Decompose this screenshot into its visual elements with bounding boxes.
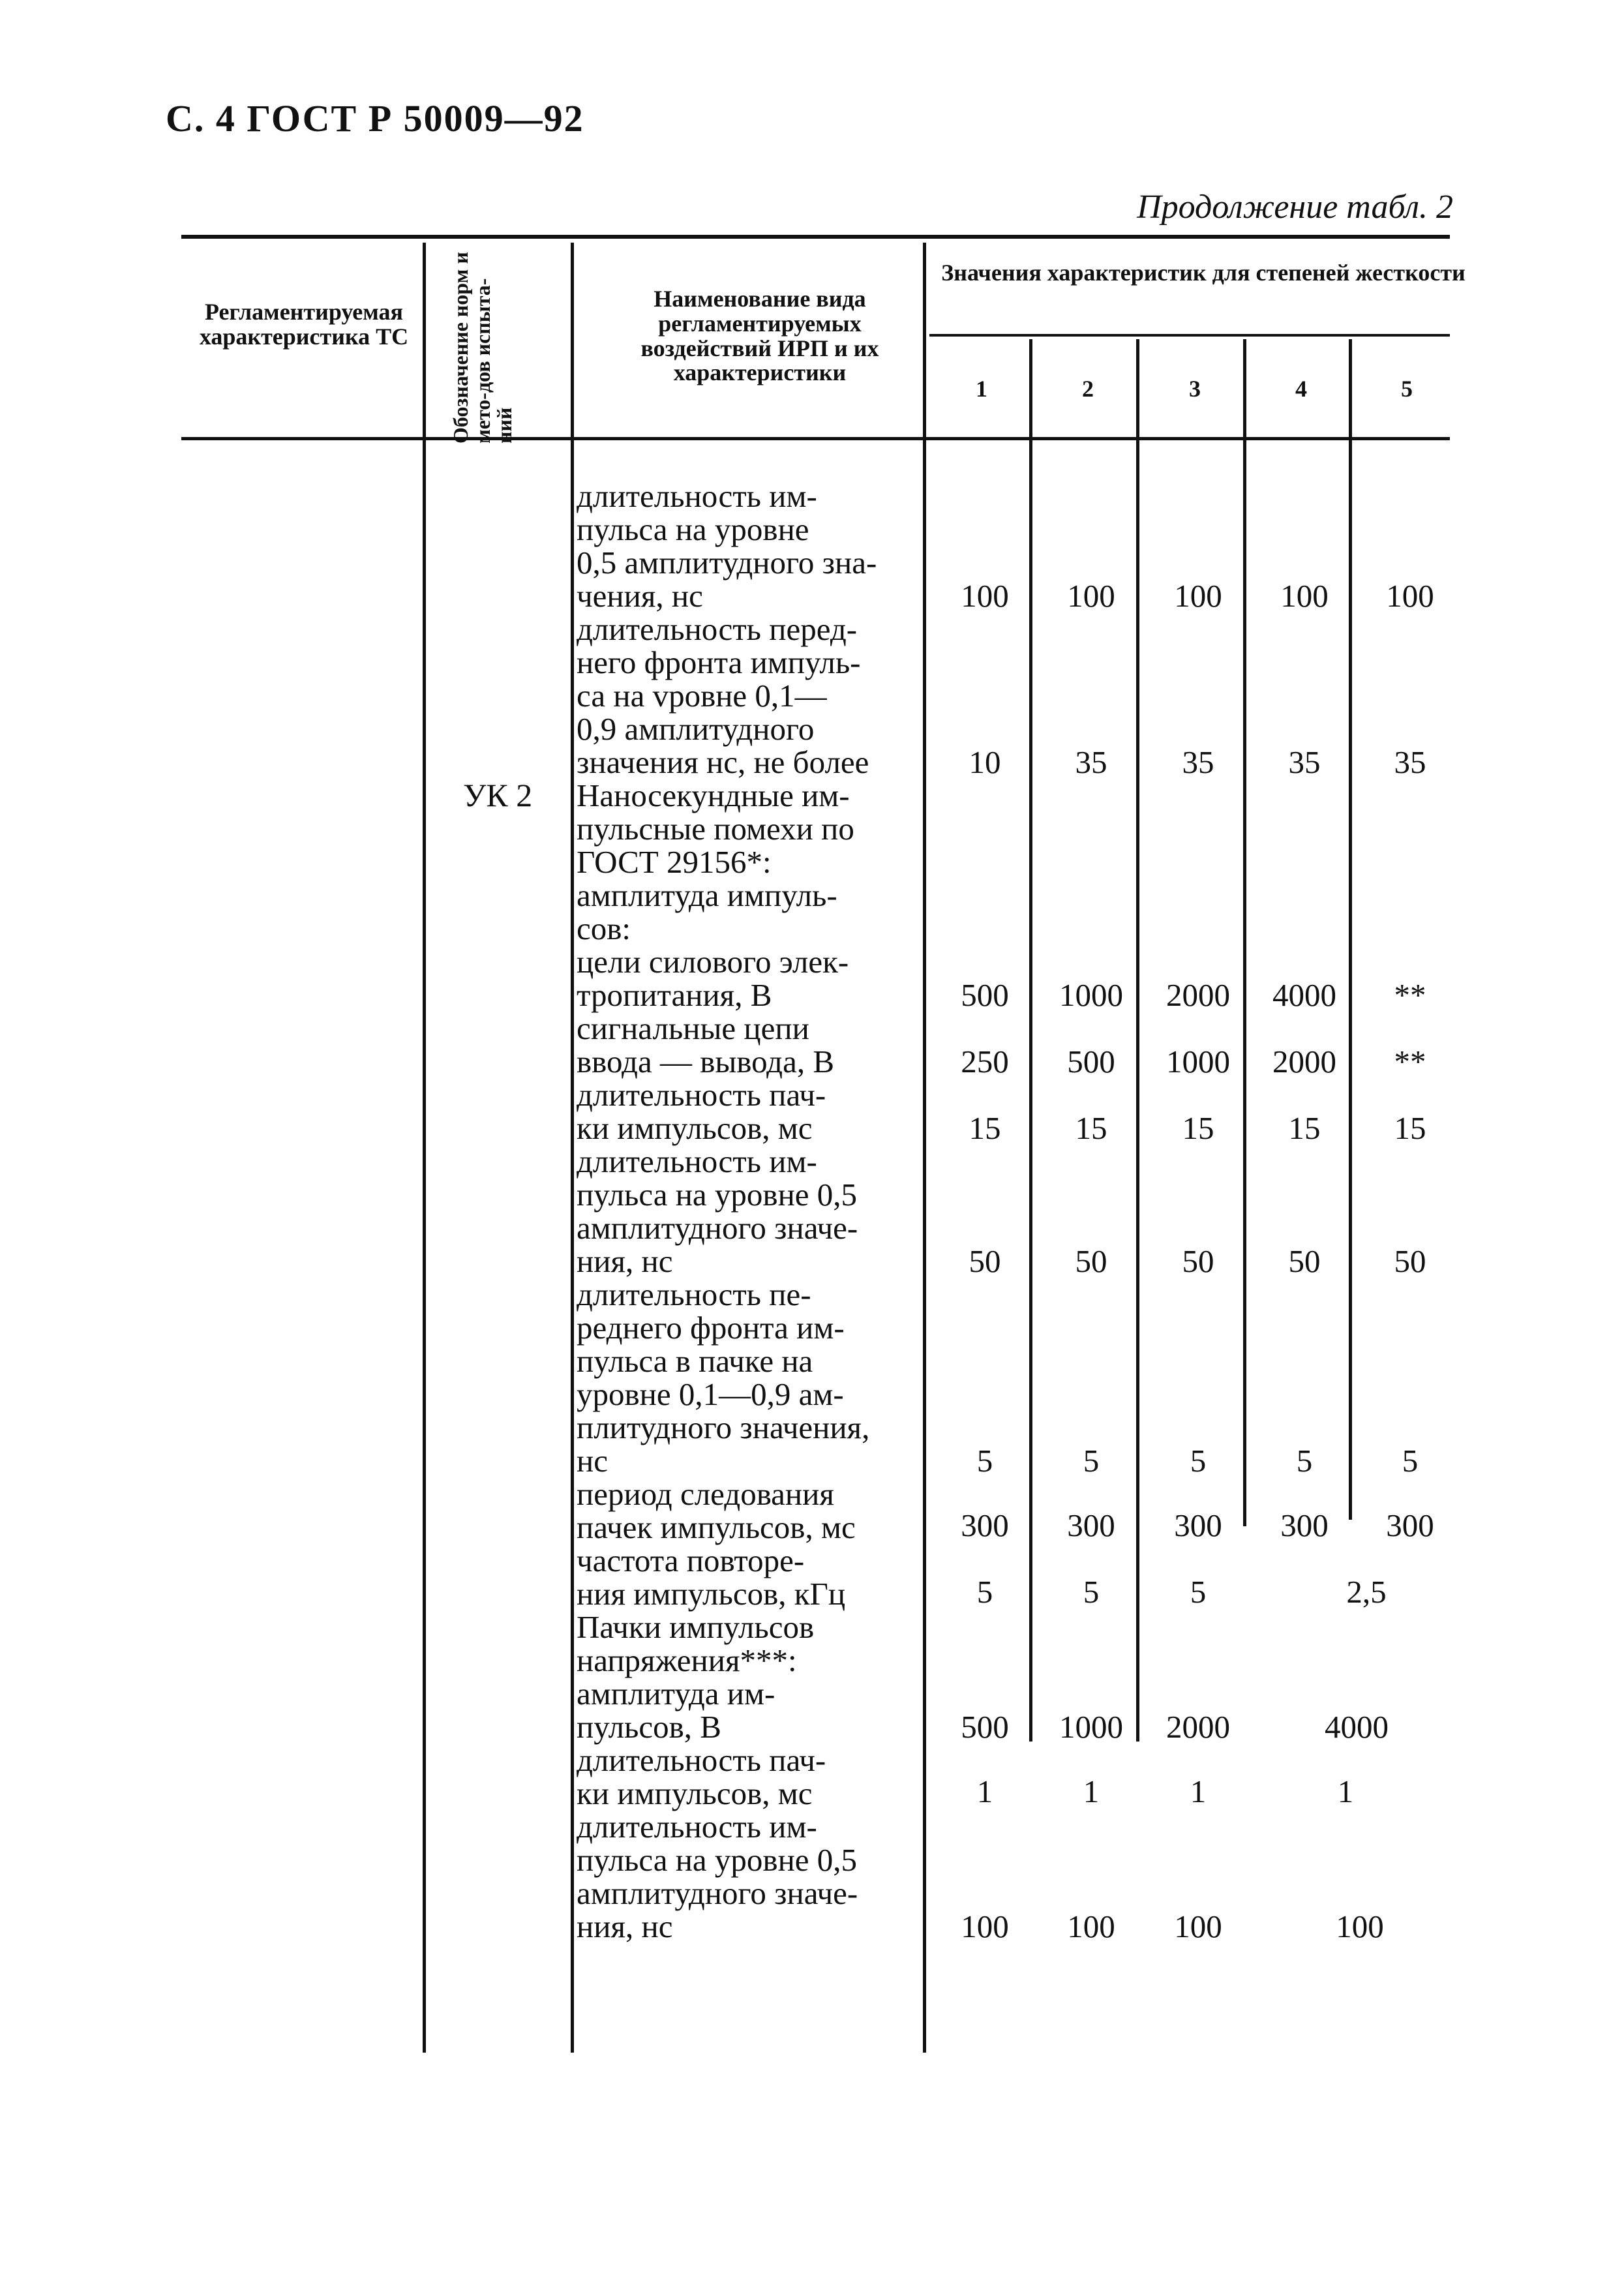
row-value: 300	[1386, 1507, 1434, 1543]
page-header: С. 4 ГОСТ Р 50009—92	[166, 97, 584, 140]
row-value: 2000	[1166, 977, 1230, 1013]
row-description: частота повторе- ния импульсов, кГц	[577, 1543, 846, 1612]
row-value: 35	[1075, 744, 1107, 780]
row-value: 2000	[1272, 1044, 1336, 1079]
table-continuation-label: Продолжение табл. 2	[1137, 188, 1453, 226]
row-description: длительность им- пульса на уровне 0,5 амплитудного значе- ния, нс	[577, 1809, 858, 1944]
row-value: 4000	[1272, 977, 1336, 1013]
col-divider-6	[1243, 339, 1246, 1526]
col-divider-7	[1349, 339, 1352, 1520]
row-value: 15	[1394, 1110, 1426, 1146]
row-value: 1	[1083, 1773, 1100, 1809]
row-value: 300	[1174, 1507, 1222, 1543]
row-value: 100	[1174, 1908, 1222, 1944]
row-value: 5	[976, 1574, 993, 1610]
row-value: 300	[1280, 1507, 1329, 1543]
row-value: 15	[969, 1110, 1001, 1146]
row-value: 100	[1067, 578, 1115, 614]
row-value: 5	[1190, 1574, 1207, 1610]
table-top-rule	[181, 235, 1450, 239]
row-description: длительность пач- ки импульсов, мс	[577, 1077, 826, 1146]
row-value: 100	[1280, 578, 1329, 614]
row-description: длительность перед- него фронта импуль- са на vровне 0,1— 0,9 амплитудного значения нс, не более	[577, 611, 869, 780]
col-divider-1	[423, 243, 426, 2053]
row-value: 100	[961, 578, 1009, 614]
row-description: период следования пачек импульсов, мс	[577, 1476, 856, 1545]
header-level-5: 5	[1401, 376, 1413, 402]
header-regulated-characteristic: Регламентируемая характеристика ТС	[199, 299, 409, 350]
header-level-3: 3	[1189, 376, 1201, 402]
row-value: 500	[961, 1709, 1009, 1745]
row-value: 50	[1075, 1243, 1107, 1279]
row-value: 500	[1067, 1044, 1115, 1079]
levels-divider-rule	[929, 334, 1450, 337]
row-merged-value: 100	[1336, 1908, 1384, 1944]
row-value: 10	[969, 744, 1001, 780]
row-value: 300	[961, 1507, 1009, 1543]
row-value: 500	[961, 977, 1009, 1013]
row-value: 2000	[1166, 1709, 1230, 1745]
row-value: 100	[1386, 578, 1434, 614]
row-merged-value: 1	[1337, 1773, 1354, 1809]
row-value: 5	[1190, 1443, 1207, 1479]
row-description: длительность пе- реднего фронта им- пульса в пачке на уровне 0,1—0,9 ам- плитудного значения, нс	[577, 1276, 870, 1479]
row-value: 100	[961, 1908, 1009, 1944]
header-level-1: 1	[976, 376, 987, 402]
row-value: 100	[1067, 1908, 1115, 1944]
row-value: 35	[1288, 744, 1321, 780]
row-value: 5	[1083, 1443, 1100, 1479]
row-value: 50	[1288, 1243, 1321, 1279]
row-value: 1000	[1059, 1709, 1123, 1745]
row-description: сигнальные цепи ввода — вывода, В	[577, 1010, 835, 1079]
row-value: 15	[1182, 1110, 1214, 1146]
row-value: 1	[976, 1773, 993, 1809]
row-value: 35	[1394, 744, 1426, 780]
header-norm-designation: Обозначение норм и мето-дов испыта-ний	[449, 252, 517, 444]
row-description: длительность им- пульса на уровне 0,5 амплитудного значе- ния, нс	[577, 1143, 858, 1279]
row-value: 300	[1067, 1507, 1115, 1543]
row-description: Пачки импульсов напряжения***: амплитуда им- пульсов, В	[577, 1609, 815, 1745]
row-value: **	[1394, 977, 1426, 1013]
row-value: 100	[1174, 578, 1222, 614]
header-impact-type: Наименование вида регламентируемых воздействий ИРП и их характеристики	[640, 286, 879, 386]
row-value: 1000	[1059, 977, 1123, 1013]
row-value: 50	[969, 1243, 1001, 1279]
row-value: 15	[1075, 1110, 1107, 1146]
row-value: 1	[1190, 1773, 1207, 1809]
norm-code: УК 2	[463, 777, 533, 813]
row-description: длительность им- пульса на уровне 0,5 амплитудного зна- чения, нс	[577, 478, 877, 614]
header-bottom-rule	[181, 437, 1450, 440]
row-value: 5	[1402, 1443, 1419, 1479]
row-merged-value: 2,5	[1346, 1574, 1387, 1610]
row-value: 35	[1182, 744, 1214, 780]
row-description: длительность пач- ки импульсов, мс	[577, 1742, 826, 1811]
row-value: 250	[961, 1044, 1009, 1079]
row-description: Наносекундные им- пульсные помехи по ГОСТ 29156*: амплитуда импуль- сов: цели силового элек- тропитания, В	[577, 777, 854, 1013]
row-value: 5	[976, 1443, 993, 1479]
row-value: **	[1394, 1044, 1426, 1079]
header-level-4: 4	[1295, 376, 1307, 402]
row-merged-value: 4000	[1325, 1709, 1389, 1745]
header-severity-values: Значения характеристик для степеней жесткости	[941, 260, 1466, 286]
row-value: 5	[1296, 1443, 1313, 1479]
row-value: 50	[1394, 1243, 1426, 1279]
row-value: 15	[1288, 1110, 1321, 1146]
row-value: 50	[1182, 1243, 1214, 1279]
row-value: 5	[1083, 1574, 1100, 1610]
row-value: 1000	[1166, 1044, 1230, 1079]
header-level-2: 2	[1082, 376, 1094, 402]
col-divider-2	[571, 243, 574, 2053]
